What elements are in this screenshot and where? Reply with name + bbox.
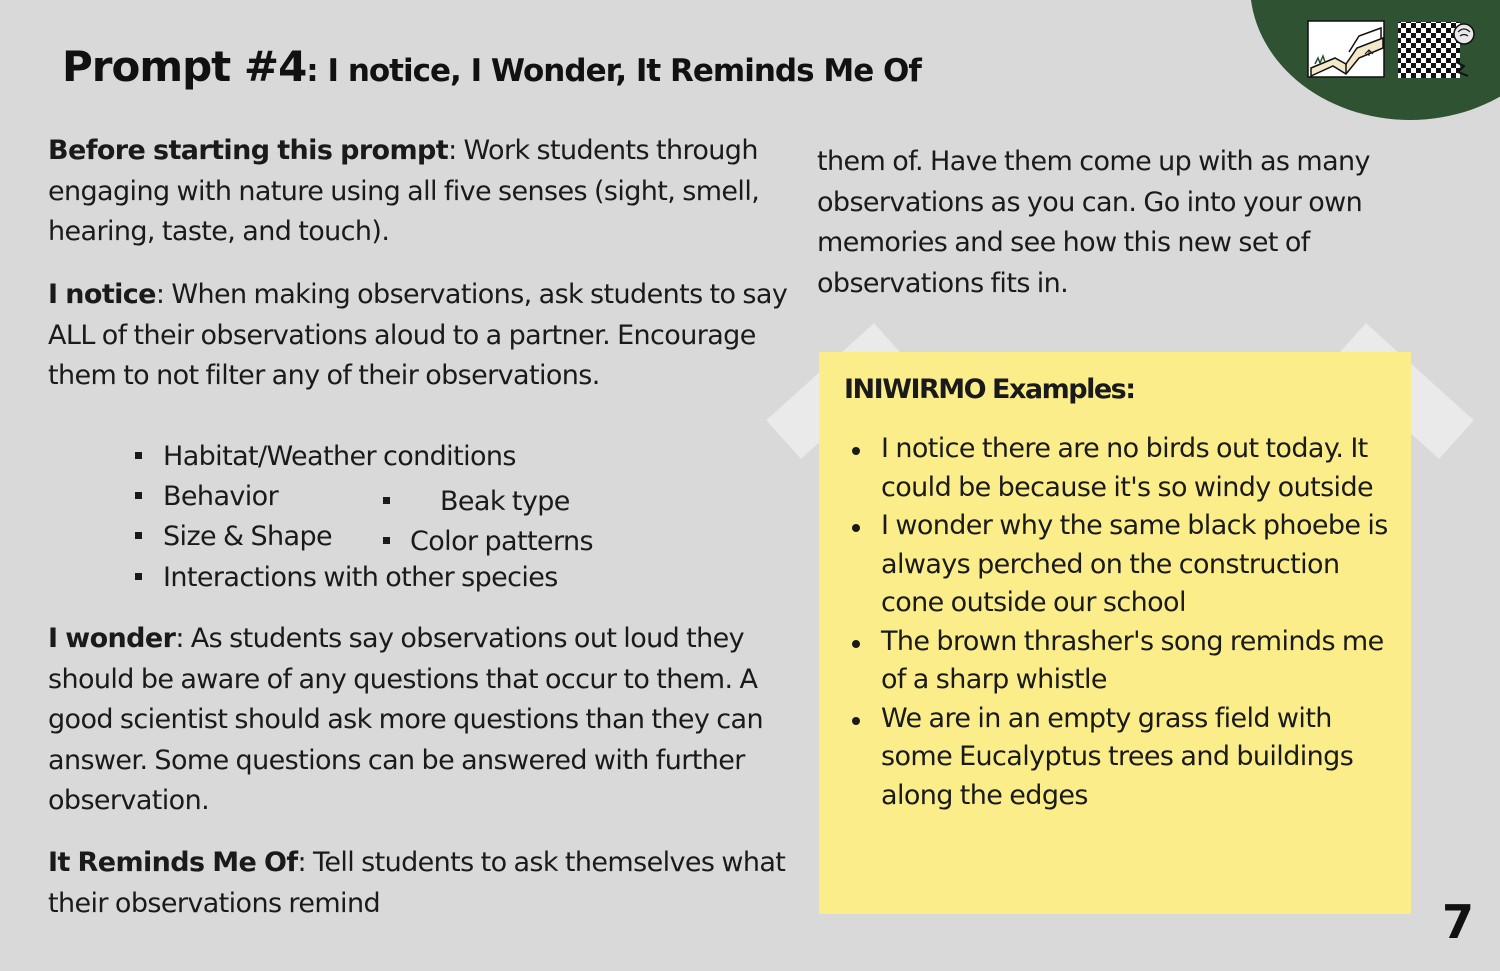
open-book-icon <box>1305 18 1387 80</box>
before-paragraph <box>48 131 788 253</box>
before-text: : Work students through engaging with nature using all five senses (sight, smell, hearing, taste, and touch). <box>48 135 760 247</box>
square-bullet-icon <box>135 532 142 539</box>
bullet-item <box>135 477 278 518</box>
title-subtitle: : I notice, I Wonder, It Reminds Me Of <box>306 53 921 89</box>
bullet-text: Beak type <box>440 486 570 517</box>
square-bullet-icon <box>383 537 390 544</box>
wonder-paragraph <box>48 619 788 822</box>
square-bullet-icon <box>135 452 142 459</box>
reminds-continuation: them of. Have them come up with as many observations as you can. Go into your own memories and see how this new set of observations fits in. <box>817 146 1370 299</box>
title-prompt-number: Prompt #4 <box>62 42 307 91</box>
bullet-item <box>135 558 558 599</box>
bullet-text: Behavior <box>163 481 279 512</box>
reminds-label: It Reminds Me Of <box>48 847 298 878</box>
checkered-bird-icon <box>1396 18 1476 82</box>
wonder-label: I wonder <box>48 623 176 654</box>
examples-list <box>819 430 1399 815</box>
bullet-text: Interactions with other species <box>163 562 558 593</box>
bullet-text: Color patterns <box>410 526 593 557</box>
example-item: We are in an empty grass field with some Eucalyptus trees and buildings along the edges <box>819 700 1399 816</box>
example-item: The brown thrasher's song reminds me of a sharp whistle <box>819 623 1399 700</box>
bullet-text: Habitat/Weather conditions <box>163 441 516 472</box>
bullet-item <box>135 517 332 558</box>
observation-bullet-list <box>135 437 735 602</box>
notice-label: I notice <box>48 279 156 310</box>
page-number: 7 <box>1442 895 1475 949</box>
example-item: I notice there are no birds out today. It could be because it's so windy outside <box>819 430 1399 507</box>
examples-sticky-note <box>819 352 1411 914</box>
reminds-text: : Tell students to ask themselves what their observations remind <box>48 847 786 919</box>
before-label: Before starting this prompt <box>48 135 449 166</box>
bullet-item <box>383 482 570 523</box>
page-title <box>62 42 921 91</box>
bullet-item <box>383 522 593 563</box>
bullet-text: Size & Shape <box>163 521 332 552</box>
reminds-paragraph <box>48 843 788 924</box>
notice-paragraph <box>48 275 788 397</box>
square-bullet-icon <box>383 497 390 504</box>
notice-text: : When making observations, ask students to say ALL of their observations aloud to a partner. Encourage them to not filter any of their observations. <box>48 279 788 391</box>
wonder-text: : As students say observations out loud they should be aware of any questions that occur to them. A good scientist should ask more questions than they can answer. Some questions can be answered with further observation. <box>48 623 763 816</box>
bullet-item <box>135 437 516 478</box>
examples-title: INIWIRMO Examples: <box>844 374 1135 405</box>
square-bullet-icon <box>135 492 142 499</box>
example-item: I wonder why the same black phoebe is always perched on the construction cone outside our school <box>819 507 1399 623</box>
square-bullet-icon <box>135 573 142 580</box>
